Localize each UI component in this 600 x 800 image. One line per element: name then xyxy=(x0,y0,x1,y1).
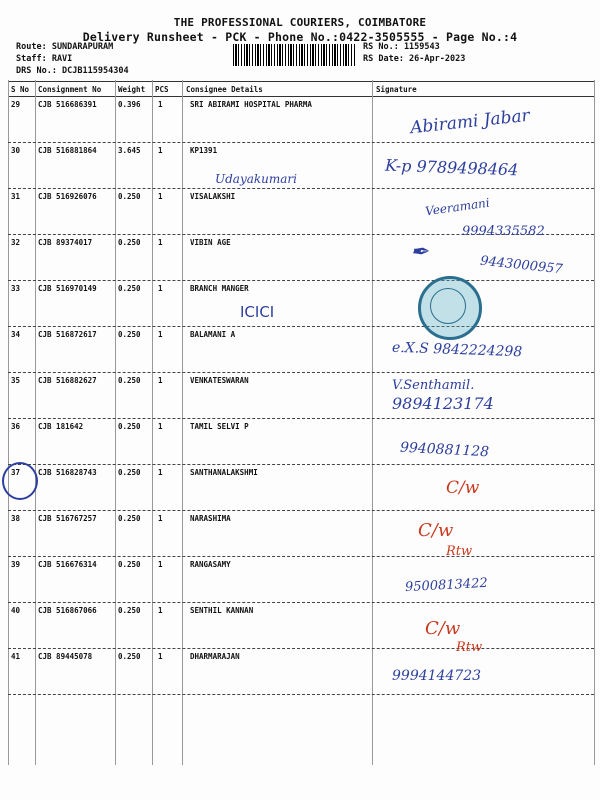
handwritten-signature: Veeramani xyxy=(424,195,491,219)
row-consignment-no: CJB 516676314 xyxy=(38,560,97,569)
row-pcs: 1 xyxy=(158,238,163,247)
handwritten-phone: 9940881128 xyxy=(399,439,490,461)
row-pcs: 1 xyxy=(158,192,163,201)
row-pcs: 1 xyxy=(158,100,163,109)
row-pcs: 1 xyxy=(158,330,163,339)
row-weight: 0.250 xyxy=(118,192,141,201)
row-consignment-no: CJB 516882627 xyxy=(38,376,97,385)
row-consignee: SRI ABIRAMI HOSPITAL PHARMA xyxy=(190,100,312,109)
circle-mark xyxy=(2,462,38,500)
company-title: THE PROFESSIONAL COURIERS, COIMBATORE xyxy=(173,16,427,29)
row-weight: 0.250 xyxy=(118,606,141,615)
row-sno: 29 xyxy=(11,100,21,109)
col-header-consignment: Consignment No xyxy=(38,85,102,94)
row-consignee: KP1391 xyxy=(190,146,218,155)
handwritten-name: V.Senthamil. xyxy=(392,378,475,393)
handwritten-remark: C/w xyxy=(418,520,454,541)
row-consignment-no: CJB 89445078 xyxy=(38,652,93,661)
row-consignee: VISALAKSHI xyxy=(190,192,236,201)
row-consignment-no: CJB 516686391 xyxy=(38,100,97,109)
handwritten-signature: ✒ xyxy=(410,240,429,265)
row-consignment-no: CJB 516970149 xyxy=(38,284,97,293)
row-consignee: TAMIL SELVI P xyxy=(190,422,249,431)
row-consignment-no: CJB 516926076 xyxy=(38,192,97,201)
table-row xyxy=(0,419,600,465)
handwritten-signature: Abirami Jabar xyxy=(409,105,531,139)
row-consignment-no: CJB 516767257 xyxy=(38,514,97,523)
handwritten-remark: Rtw xyxy=(446,544,473,559)
row-sno: 33 xyxy=(11,284,21,293)
handwritten-phone: 9894123174 xyxy=(392,394,494,413)
row-weight: 0.250 xyxy=(118,330,141,339)
row-weight: 3.645 xyxy=(118,146,141,155)
row-pcs: 1 xyxy=(158,560,163,569)
row-consignee: NARASHIMA xyxy=(190,514,231,523)
row-sno: 38 xyxy=(11,514,21,523)
bank-stamp xyxy=(418,276,482,340)
handwritten-phone: K-p 9789498464 xyxy=(384,155,519,180)
col-header-pcs: PCS xyxy=(155,85,169,94)
table-row xyxy=(0,373,600,419)
handwritten-name: Udayakumari xyxy=(215,172,297,186)
row-sno: 37 xyxy=(11,468,21,477)
row-weight: 0.250 xyxy=(118,422,141,431)
row-pcs: 1 xyxy=(158,284,163,293)
handwritten-note: ICICI xyxy=(240,303,275,321)
drs-number: DRS No.: DCJB115954304 xyxy=(16,66,129,76)
row-weight: 0.250 xyxy=(118,560,141,569)
handwritten-phone: 9994144723 xyxy=(392,668,482,684)
row-consignee: BRANCH MANGER xyxy=(190,284,249,293)
rs-number: RS No.: 1159543 xyxy=(363,42,440,52)
row-consignee: BALAMANI A xyxy=(190,330,236,339)
handwritten-phone: 9500813422 xyxy=(404,575,489,596)
handwritten-signature: e.X.S 9842224298 xyxy=(391,339,523,361)
row-pcs: 1 xyxy=(158,652,163,661)
row-sno: 34 xyxy=(11,330,21,339)
row-consignee: VIBIN AGE xyxy=(190,238,231,247)
row-pcs: 1 xyxy=(158,606,163,615)
handwritten-remark: Rtw xyxy=(456,640,483,655)
rs-date: RS Date: 26-Apr-2023 xyxy=(363,54,466,64)
row-divider xyxy=(8,694,594,695)
staff-label: Staff: RAVI xyxy=(16,54,73,64)
row-consignment-no: CJB 89374017 xyxy=(38,238,93,247)
row-weight: 0.250 xyxy=(118,468,141,477)
row-sno: 40 xyxy=(11,606,21,615)
table-row xyxy=(0,649,600,695)
row-consignee: DHARMARAJAN xyxy=(190,652,240,661)
col-header-signature: Signature xyxy=(376,85,417,94)
row-consignee: SANTHANALAKSHMI xyxy=(190,468,258,477)
table-row xyxy=(0,281,600,327)
row-sno: 31 xyxy=(11,192,21,201)
barcode xyxy=(233,44,356,66)
row-consignee: RANGASAMY xyxy=(190,560,231,569)
row-weight: 0.396 xyxy=(118,100,141,109)
row-sno: 39 xyxy=(11,560,21,569)
row-sno: 41 xyxy=(11,652,21,661)
runsheet-subtitle: Delivery Runsheet - PCK - Phone No.:0422-3505555 - Page No.:4 xyxy=(82,30,518,44)
handwritten-phone: 9443000957 xyxy=(479,253,564,278)
row-consignee: SENTHIL KANNAN xyxy=(190,606,254,615)
row-sno: 32 xyxy=(11,238,21,247)
col-header-consignee: Consignee Details xyxy=(186,85,263,94)
row-consignment-no: CJB 181642 xyxy=(38,422,84,431)
row-consignment-no: CJB 516872617 xyxy=(38,330,97,339)
table-row xyxy=(0,557,600,603)
row-pcs: 1 xyxy=(158,146,163,155)
row-sno: 30 xyxy=(11,146,21,155)
row-sno: 36 xyxy=(11,422,21,431)
table-row xyxy=(0,465,600,511)
row-pcs: 1 xyxy=(158,376,163,385)
row-pcs: 1 xyxy=(158,422,163,431)
row-weight: 0.250 xyxy=(118,238,141,247)
table-row xyxy=(0,603,600,649)
row-weight: 0.250 xyxy=(118,284,141,293)
row-weight: 0.250 xyxy=(118,652,141,661)
row-weight: 0.250 xyxy=(118,376,141,385)
handwritten-phone: 9994335582 xyxy=(462,224,545,239)
row-pcs: 1 xyxy=(158,514,163,523)
row-consignment-no: CJB 516881864 xyxy=(38,146,97,155)
stamp-center xyxy=(430,288,466,324)
row-weight: 0.250 xyxy=(118,514,141,523)
row-pcs: 1 xyxy=(158,468,163,477)
row-consignee: VENKATESWARAN xyxy=(190,376,249,385)
row-consignment-no: CJB 516867066 xyxy=(38,606,97,615)
handwritten-remark: C/w xyxy=(446,478,480,498)
col-header-weight: Weight xyxy=(118,85,146,94)
header-top-rule xyxy=(8,81,594,82)
col-header-sno: S No xyxy=(11,85,30,94)
row-sno: 35 xyxy=(11,376,21,385)
row-consignment-no: CJB 516828743 xyxy=(38,468,97,477)
route-label: Route: SUNDARAPURAM xyxy=(16,42,114,52)
handwritten-remark: C/w xyxy=(425,618,461,639)
table-row xyxy=(0,511,600,557)
